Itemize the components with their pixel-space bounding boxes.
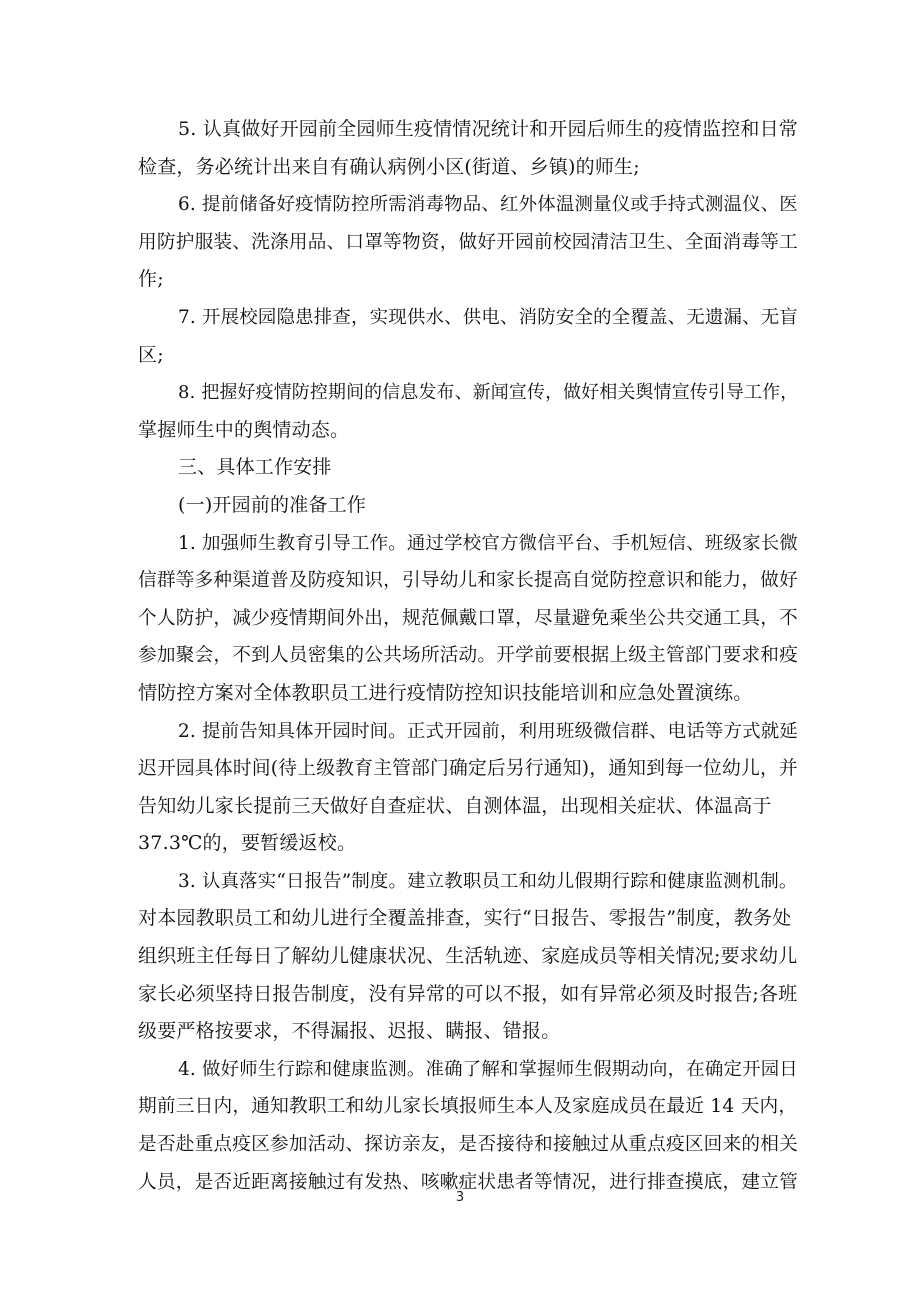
text-line: 6. 提前储备好疫情防控所需消毒物品、红外体温测量仪或手持式测温仪、医: [178, 194, 798, 216]
text-line: 家长必须坚持日报告制度，没有异常的可以不报，如有异常必须及时报告;各班: [138, 982, 798, 1005]
text-line: 迟开园具体时间(待上级教育主管部门确定后另行通知)，通知到每一位幼儿，并: [138, 758, 798, 780]
text-line: 作;: [138, 268, 164, 291]
text-line: (一)开园前的准备工作: [178, 493, 367, 516]
document-body: [138, 111, 798, 1201]
text-line: 2. 提前告知具体开园时间。正式开园前，利用班级微信群、电话等方式就延: [178, 720, 798, 742]
text-line: 个人防护，减少疫情期间外出，规范佩戴口罩，尽量避免乘坐公共交通工具，不: [138, 607, 798, 629]
text-line: 是否赴重点疫区参加活动、探访亲友，是否接待和接触过从重点疫区回来的相关: [138, 1134, 798, 1156]
page-number: 3: [455, 1190, 465, 1205]
text-line: 37.3℃的，要暂缓返校。: [138, 832, 357, 855]
text-line: 掌握师生中的舆情动态。: [138, 418, 350, 441]
text-line: 检查，务必统计出来自有确认病例小区(街道、乡镇)的师生;: [138, 155, 640, 178]
text-line: 信群等多种渠道普及防疫知识，引导幼儿和家长提高自觉防控意识和能力，做好: [138, 570, 798, 592]
text-line: 3. 认真落实“日报告”制度。建立教职员工和幼儿假期行踪和健康监测机制。: [178, 870, 798, 892]
text-line: 期前三日内，通知教职工和幼儿家长填报师生本人及家庭成员在最近 14 天内，: [138, 1096, 798, 1118]
text-line: 区;: [138, 343, 164, 366]
text-line: 用防护服装、洗涤用品、口罩等物资，做好开园前校园清洁卫生、全面消毒等工: [138, 231, 798, 253]
text-line: 三、具体工作安排: [178, 456, 332, 479]
text-line: 告知幼儿家长提前三天做好自查症状、自测体温，出现相关症状、体温高于: [138, 794, 772, 817]
text-line: 4. 做好师生行踪和健康监测。准确了解和掌握师生假期动向，在确定开园日: [178, 1058, 798, 1080]
text-line: 对本园教职员工和幼儿进行全覆盖排查，实行“日报告、零报告”制度，教务处: [138, 907, 792, 930]
text-line: 5. 认真做好开园前全园师生疫情情况统计和开园后师生的疫情监控和日常: [178, 118, 798, 140]
text-line: 人员，是否近距离接触过有发热、咳嗽症状患者等情况，进行排查摸底，建立管: [138, 1171, 798, 1193]
text-line: 参加聚会，不到人员密集的公共场所活动。开学前要根据上级主管部门要求和疫: [138, 645, 798, 667]
text-line: 级要严格按要求，不得漏报、迟报、瞒报、错报。: [138, 1020, 561, 1043]
text-line: 情防控方案对全体教职员工进行疫情防控知识技能培训和应急处置演练。: [138, 681, 753, 704]
text-line: 1. 加强师生教育引导工作。通过学校官方微信平台、手机短信、班级家长微: [178, 532, 798, 554]
text-line: 8. 把握好疫情防控期间的信息发布、新闻宣传，做好相关舆情宣传引导工作，: [178, 382, 799, 404]
text-line: 7. 开展校园隐患排查，实现供水、供电、消防安全的全覆盖、无遗漏、无盲: [178, 306, 798, 328]
text-line: 组织班主任每日了解幼儿健康状况、生活轨迹、家庭成员等相关情况;要求幼儿: [138, 945, 798, 968]
